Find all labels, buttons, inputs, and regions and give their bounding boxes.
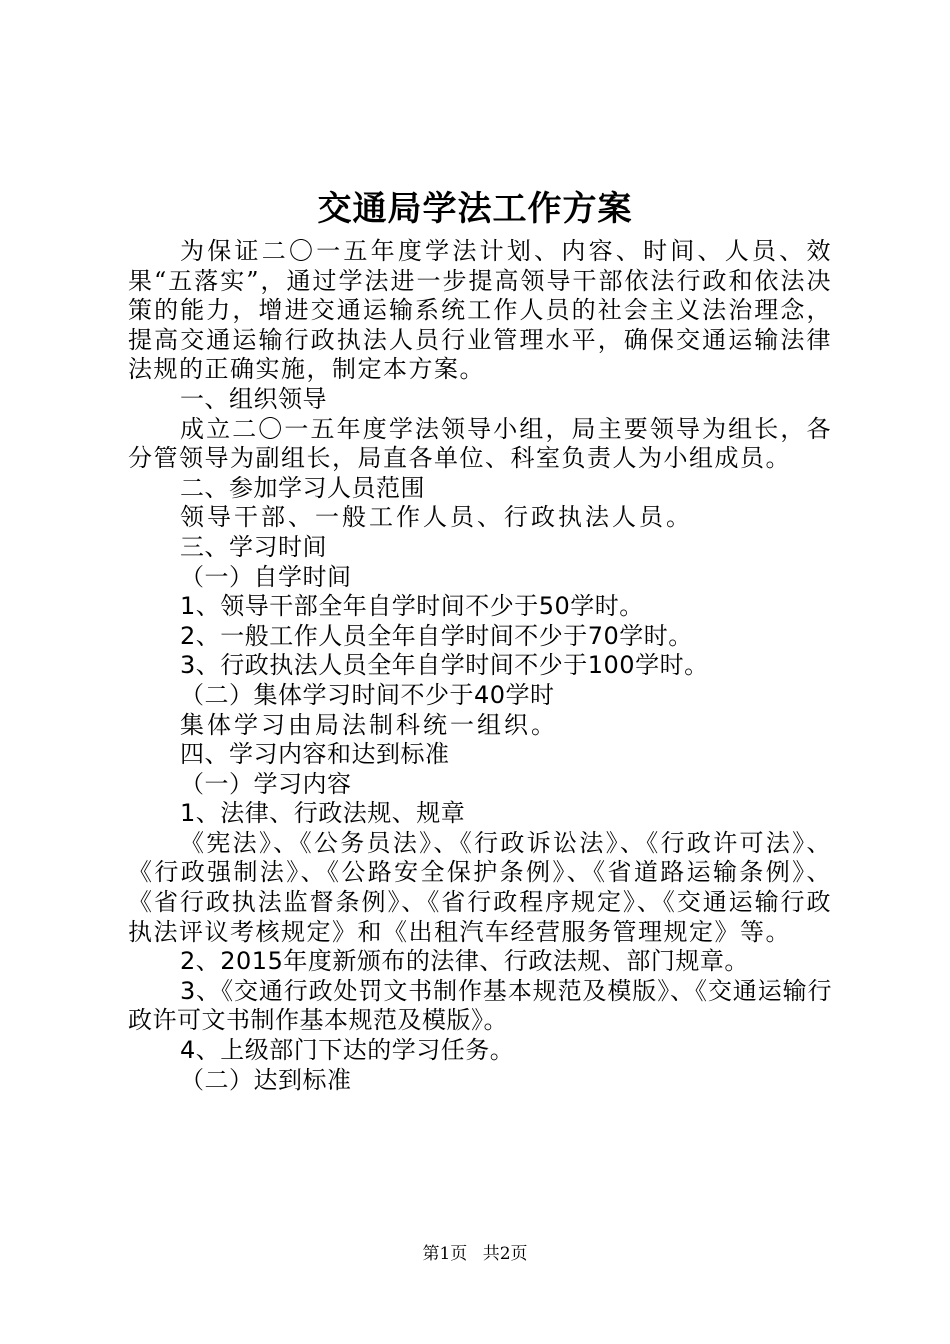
subsection-heading-self-study: （一）自学时间 [180, 562, 352, 591]
list-item-tasks: 4、上级部门下达的学习任务。 [180, 1036, 515, 1065]
list-item-enforcement: 3、行政执法人员全年自学时间不少于100学时。 [180, 651, 709, 680]
intro-paragraph: 为保证二〇一五年度学法计划、内容、时间、人员、效果“五落实”，通过学法进一步提高领导干部依法行政和依法决策的能力，增进交通运输系统工作人员的社会主义法治理念，提高交通运输行政执法人员行业管理水平，确保交通运输法律法规的正确实施，制定本方案。 [128, 237, 832, 384]
section-heading-scope: 二、参加学习人员范围 [180, 473, 425, 502]
document-body [128, 237, 832, 1095]
section-heading-content: 四、学习内容和达到标准 [180, 740, 450, 769]
list-item-templates: 3、《交通行政处罚文书制作基本规范及模版》、《交通运输行政许可文书制作基本规范及模版》。 [128, 976, 832, 1035]
list-item-staff: 2、一般工作人员全年自学时间不少于70学时。 [180, 621, 693, 650]
organization-paragraph: 成立二〇一五年度学法领导小组，局主要领导为组长，各分管领导为副组长，局直各单位、科室负责人为小组成员。 [128, 414, 832, 473]
subsection-heading-content: （一）学习内容 [180, 769, 352, 798]
list-item-new-laws: 2、2015年度新颁布的法律、行政法规、部门规章。 [180, 947, 749, 976]
page-footer [0, 1243, 950, 1265]
section-heading-time: 三、学习时间 [180, 532, 327, 561]
page-number: 第1页 [422, 1244, 468, 1264]
page-total: 共2页 [482, 1244, 528, 1264]
subsection-heading-group-study: （二）集体学习时间不少于40学时 [180, 680, 555, 709]
section-heading-organization: 一、组织领导 [180, 384, 327, 413]
list-item-leaders: 1、领导干部全年自学时间不少于50学时。 [180, 592, 644, 621]
subsection-heading-standards: （二）达到标准 [180, 1065, 352, 1094]
laws-list-paragraph: 《宪法》、《公务员法》、《行政诉讼法》、《行政许可法》、《行政强制法》、《公路安全保护条例》、《省道路运输条例》、《省行政执法监督条例》、《省行政程序规定》、《交通运输行政执法评议考核规定》和《出租汽车经营服务管理规定》等。 [128, 828, 832, 946]
document-title: 交通局学法工作方案 [317, 189, 633, 229]
list-item-laws: 1、法律、行政法规、规章 [180, 799, 466, 828]
scope-paragraph: 领导干部、一般工作人员、行政执法人员。 [180, 503, 693, 532]
group-study-paragraph: 集体学习由局法制科统一组织。 [180, 710, 558, 739]
